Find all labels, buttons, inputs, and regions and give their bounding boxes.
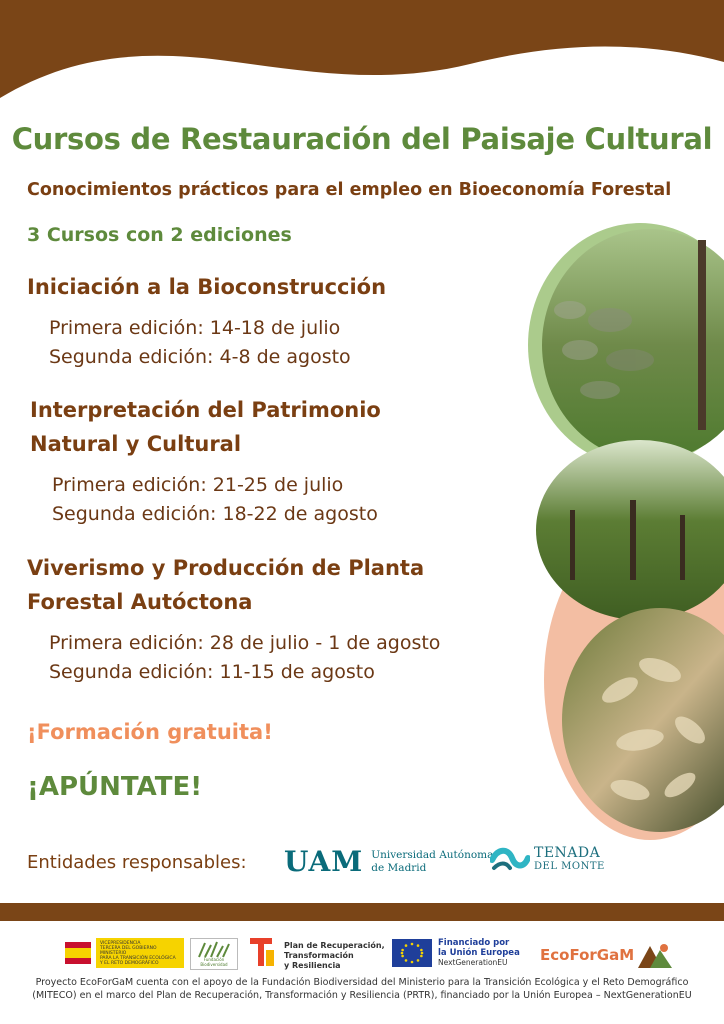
course-2-edition-2: Segunda edición: 18-22 de agosto xyxy=(52,503,378,525)
gobierno-espana-logo xyxy=(60,938,184,968)
course-1-title-line: Iniciación a la Bioconstrucción xyxy=(27,275,387,299)
course-3-title xyxy=(27,551,424,619)
course-3-dates xyxy=(49,629,440,687)
eu-text xyxy=(438,938,520,968)
eu-funding-logo xyxy=(392,938,520,968)
gobierno-line: MINISTERIO xyxy=(100,950,127,956)
course-2-title xyxy=(30,393,381,461)
gobierno-line: PARA LA TRANSICIÓN ECOLÓGICA xyxy=(100,955,176,961)
prtr-line-2: Transformación xyxy=(284,951,354,960)
free-training-label: ¡Formación gratuita! xyxy=(27,720,273,744)
course-3-edition-1: Primera edición: 28 de julio - 1 de agosto xyxy=(49,632,441,654)
course-2-edition-1: Primera edición: 21-25 de julio xyxy=(52,474,344,496)
prtr-line-3: y Resiliencia xyxy=(284,961,341,970)
gobierno-line: TERCERA DEL GOBIERNO xyxy=(100,945,157,951)
signup-call-to-action: ¡APÚNTATE! xyxy=(27,772,203,802)
tenada-logo-text xyxy=(534,847,605,873)
course-3-title-line-1: Viverismo y Producción de Planta xyxy=(27,556,425,580)
course-2-title-line-1: Interpretación del Patrimonio xyxy=(30,398,381,422)
ecoforgam-mountain-icon xyxy=(634,940,674,970)
uam-name-line-1: Universidad Autónoma xyxy=(371,848,494,861)
course-1-dates xyxy=(49,314,351,372)
course-2-title-line-2: Natural y Cultural xyxy=(30,432,242,456)
tree-trunk xyxy=(698,240,706,430)
gobierno-line: VICEPRESIDENCIA xyxy=(100,940,141,946)
footer-funding-note xyxy=(20,976,704,1002)
eu-line-1: Financiado por xyxy=(438,938,510,948)
prtr-text xyxy=(284,941,385,971)
tenada-line-2: DEL MONTE xyxy=(534,861,605,872)
course-3-title-line-2: Forestal Autóctona xyxy=(27,590,253,614)
prtr-line-1: Plan de Recuperación, xyxy=(284,941,385,950)
prtr-mark-icon xyxy=(248,936,278,976)
eu-line-2: la Unión Europea xyxy=(438,948,520,958)
ecoforgam-logo xyxy=(540,940,674,970)
spain-coat-of-arms-icon xyxy=(60,938,96,968)
tenada-line-1: TENADA xyxy=(534,845,601,861)
photo-collage xyxy=(510,210,724,850)
course-1-edition-2: Segunda edición: 4-8 de agosto xyxy=(49,346,351,368)
tenada-wave-icon xyxy=(490,844,530,876)
course-count: 3 Cursos con 2 ediciones xyxy=(27,224,292,246)
tenada-del-monte-logo xyxy=(490,844,605,876)
footer-line-1: Proyecto EcoForGaM cuenta con el apoyo de la Fundación Biodiversidad del Ministerio para la Transición Ecológica y el Reto Demográfico xyxy=(35,977,689,988)
subtitle: Conocimientos prácticos para el empleo en Bioeconomía Forestal xyxy=(27,180,672,200)
prtr-logo xyxy=(248,936,385,976)
eu-line-3: NextGenerationEU xyxy=(438,958,508,967)
course-1-title xyxy=(27,270,386,304)
brown-divider-band xyxy=(0,903,724,921)
uam-logo-text xyxy=(371,849,493,875)
uam-name-line-2: de Madrid xyxy=(371,861,427,874)
course-3-edition-2: Segunda edición: 11-15 de agosto xyxy=(49,661,375,683)
gobierno-text xyxy=(96,941,176,966)
course-1-edition-1: Primera edición: 14-18 de julio xyxy=(49,317,341,339)
course-2-dates xyxy=(52,471,378,529)
fundacion-text: Fundación Biodiversidad xyxy=(200,957,228,967)
grass-icon xyxy=(191,939,237,959)
ecoforgam-text: EcoForGaM xyxy=(540,946,635,964)
eu-flag-icon xyxy=(392,939,432,967)
uam-logo xyxy=(284,845,493,878)
top-wave-banner xyxy=(0,0,724,130)
page-title: Cursos de Restauración del Paisaje Cultural xyxy=(11,122,713,156)
entities-label: Entidades responsables: xyxy=(27,852,247,873)
footer-line-2: (MITECO) en el marco del Plan de Recuperación, Transformación y Resiliencia (PRTR), financiado por la Unión Europea – NextGenerationEU xyxy=(32,990,692,1001)
gobierno-line: Y EL RETO DEMOGRÁFICO xyxy=(100,960,159,966)
fundacion-biodiversidad-logo xyxy=(190,938,238,970)
uam-logo-mark: UAM xyxy=(284,845,364,878)
